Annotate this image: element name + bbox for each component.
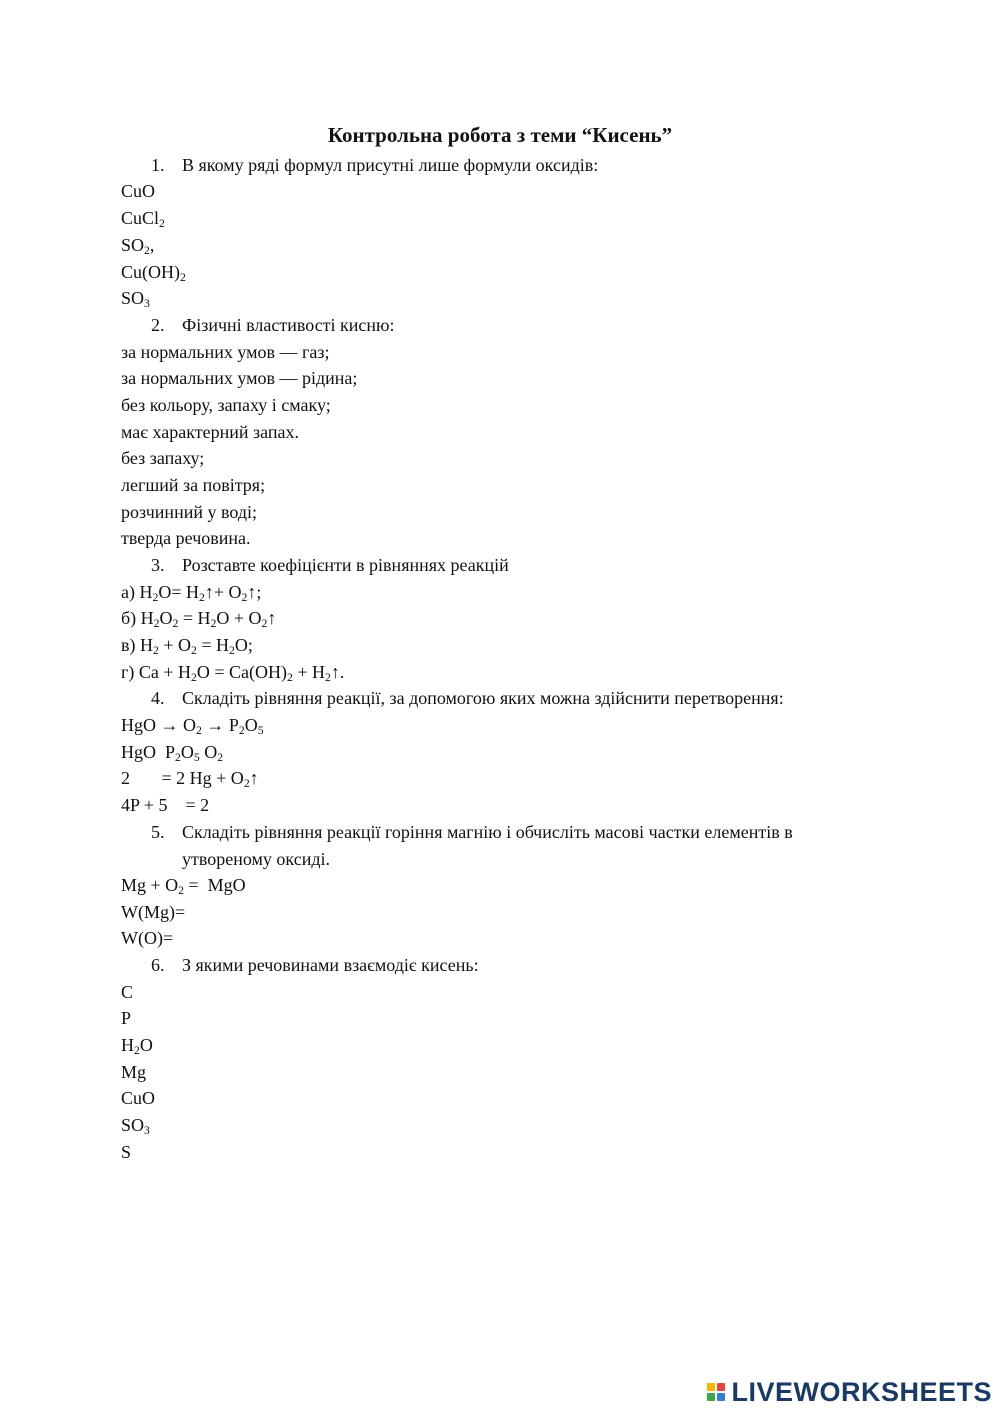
- q4-equation-1: 2 = 2 $Hg + O_2↑$: [121, 768, 259, 790]
- q5-w-mg: W(Mg)=: [121, 902, 186, 922]
- q6-option-3: $H_2O$: [121, 1035, 153, 1057]
- question-3-number: 3.: [151, 555, 165, 575]
- question-4-text: Складіть рівняння реакції, за допомогою яких можна здійснити перетворення:: [182, 688, 784, 708]
- q2-option-7: розчинний у воді;: [121, 502, 257, 522]
- mark-square-2: [717, 1383, 725, 1391]
- q1-option-4: $Cu(OH)_2$: [121, 262, 186, 284]
- mark-square-3: [707, 1393, 715, 1401]
- q3-equation-c: в) $H_2 + O_2 = H_2O$;: [121, 635, 253, 657]
- q6-option-2: P: [121, 1008, 132, 1028]
- q5-w-o: W(O)=: [121, 928, 174, 948]
- q1-option-1: CuO: [121, 181, 156, 201]
- q2-option-4: має характерний запах.: [121, 422, 299, 442]
- q2-option-1: за нормальних умов — газ;: [121, 342, 330, 362]
- q6-option-1: C: [121, 982, 134, 1002]
- q5-equation: $Mg + O_2$ = MgO: [121, 875, 246, 897]
- question-5-text: Складіть рівняння реакції горіння магнію і обчисліть масові частки елементів в утвореному оксиді.: [182, 822, 793, 869]
- liveworksheets-logo: [707, 1377, 992, 1407]
- mark-square-1: [707, 1383, 715, 1391]
- q6-option-5: CuO: [121, 1088, 156, 1108]
- question-4-number: 4.: [151, 688, 165, 708]
- liveworksheets-mark-icon: [707, 1383, 725, 1401]
- question-6-text: З якими речовинами взаємодіє кисень:: [182, 955, 479, 975]
- q2-option-3: без кольору, запаху і смаку;: [121, 395, 331, 415]
- q1-option-2: CuCl$_2$: [121, 208, 165, 230]
- q3-equation-a: а) $H_2O=$ $H_2↑+$ $O_2↑$;: [121, 582, 262, 604]
- question-3-text: Розставте коефіцієнти в рівняннях реакцій: [182, 555, 509, 575]
- question-2-number: 2.: [151, 315, 165, 335]
- question-1-number: 1.: [151, 155, 165, 175]
- page-title: Контрольна робота з теми “Кисень”: [327, 123, 673, 147]
- q4-chain: HgO → $O_2 \to P_2O_5$: [121, 715, 264, 737]
- q1-option-5: $SO_3$: [121, 288, 150, 310]
- question-5-number: 5.: [151, 822, 165, 842]
- q3-equation-d: г) $Ca + H_2O = Ca(OH)_2$ + $H_2↑$.: [121, 662, 345, 684]
- question-2-text: Фізичні властивості кисню:: [182, 315, 395, 335]
- q4-word-bank: HgO $P_2O_5$ $O_2$: [121, 742, 224, 764]
- question-6-number: 6.: [151, 955, 165, 975]
- q4-equation-2: 4P + 5 = 2: [121, 795, 210, 815]
- q1-option-3: $SO_2$,: [121, 235, 155, 257]
- q2-option-5: без запаху;: [121, 448, 205, 468]
- q3-equation-b: б) $H_2O_2 = H_2O$ + $O_2↑$: [121, 608, 277, 630]
- liveworksheets-wordmark: LIVEWORKSHEETS: [731, 1376, 992, 1407]
- mark-square-4: [717, 1393, 725, 1401]
- q6-option-4: Mg: [121, 1062, 147, 1082]
- q6-option-7: S: [121, 1142, 132, 1162]
- q2-option-6: легший за повітря;: [121, 475, 266, 495]
- q2-option-2: за нормальних умов — рідина;: [121, 368, 358, 388]
- q2-option-8: тверда речовина.: [121, 528, 251, 548]
- q6-option-6: $SO_3$: [121, 1115, 150, 1137]
- question-1-text: В якому ряді формул присутні лише формули оксидів:: [182, 155, 599, 175]
